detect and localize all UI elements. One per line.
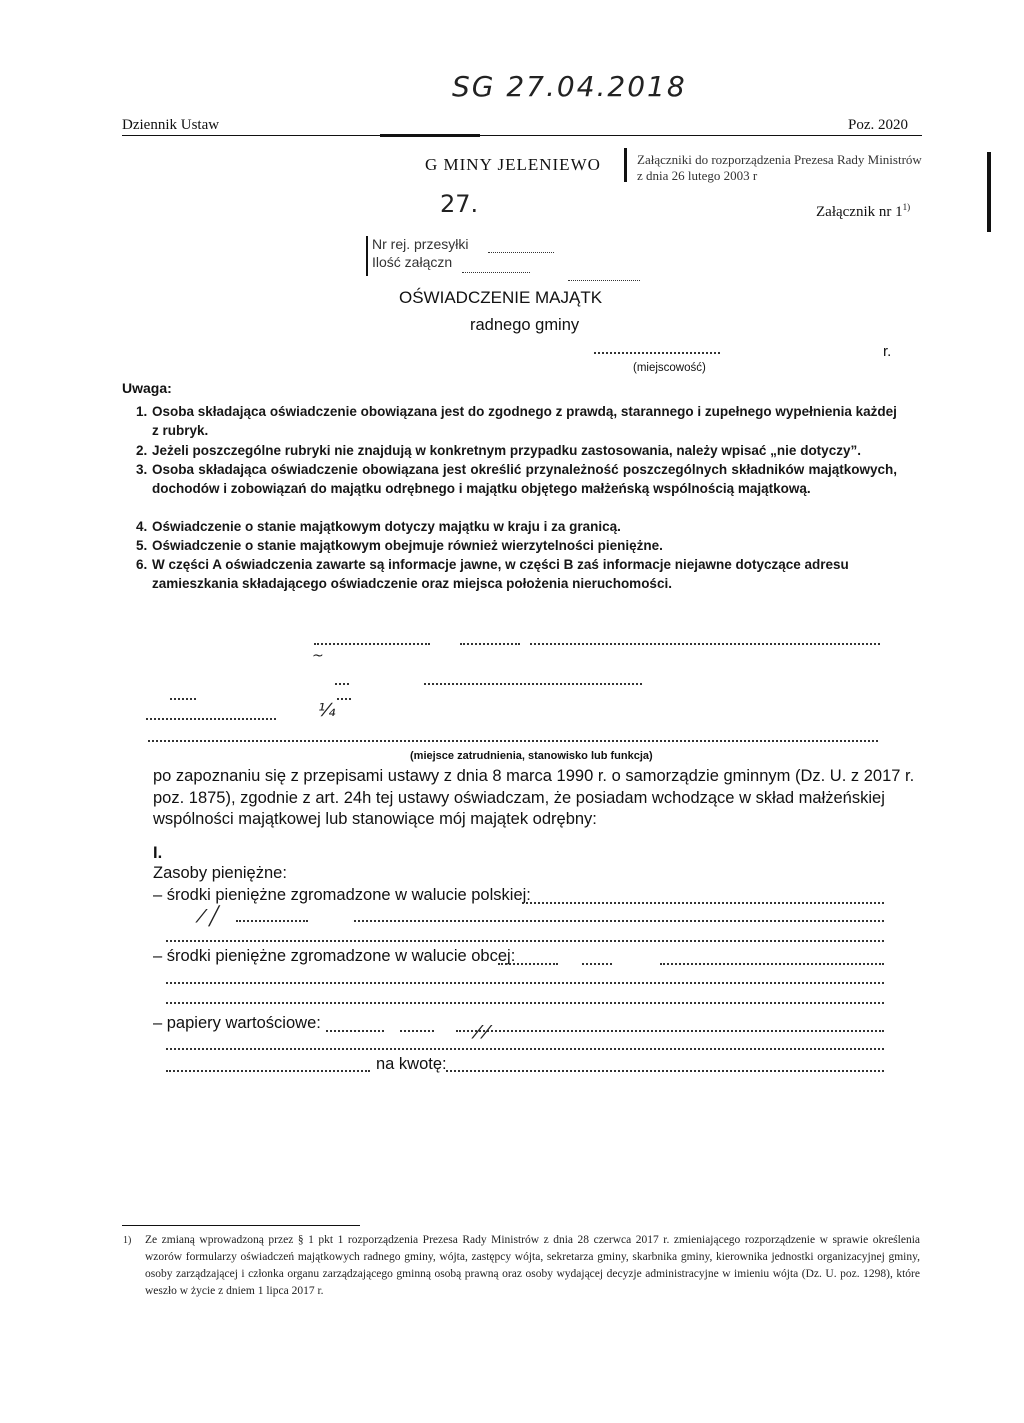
footnote-rule <box>122 1225 360 1226</box>
note-text: Jeżeli poszczególne rubryki nie znajdują w konkretnym przypadku zastosowania, należy wpisać „nie dotyczy”. <box>152 443 861 458</box>
reg-stamp-dots <box>488 252 554 253</box>
footnote-text: Ze zmianą wprowadzoną przez § 1 pkt 1 rozporządzenia Prezesa Rady Ministrów z dnia 28 czerwca 2017 r. zmieniającego rozporządzenie w sprawie określenia wzorów formularzy oświadczeń majątkowych radnego gminy, wójta, zastępcy wójta, sekretarza gminy, skarbnika gminy, kierownika jednostki organizacyjnej gminy, osoby zarządzającej i członka organu zarządzającego gminną osobą prawną oraz osoby wydającej decyzje administracyjne w imieniu wójta (Dz. U. poz. 1298), które weszło w życie z dniem 1 lipca 2017 r. <box>145 1234 920 1297</box>
stamp-divider <box>624 148 627 182</box>
name-field-3[interactable] <box>530 643 880 645</box>
section-one-heading: Zasoby pieniężne: <box>153 864 287 882</box>
reg-stamp-attachments: Ilość załączn <box>372 254 453 270</box>
foreign-cash-field-4[interactable] <box>166 982 884 984</box>
note-number: 2. <box>136 443 148 458</box>
right-margin-bar <box>987 152 991 232</box>
attachment-note-line1: Załączniki do rozporządzenia Prezesa Rady Ministrów <box>637 152 922 167</box>
header-rule <box>122 135 922 136</box>
notes-heading: Uwaga: <box>122 380 172 396</box>
note-number: 5. <box>136 538 148 553</box>
name-field[interactable] <box>314 643 430 645</box>
foreign-cash-label: – środki pieniężne zgromadzone w walucie obcej: <box>153 947 516 965</box>
reg-stamp-dots-2 <box>462 272 530 273</box>
journal-name: Dziennik Ustaw <box>122 117 220 133</box>
declaration-line-2: poz. 1875), zgodnie z art. 24h tej ustawy oświadczam, że posiadam wchodzące w skład małżeńskiej <box>153 789 885 807</box>
note-item-1 <box>136 402 897 440</box>
footnote <box>123 1232 920 1300</box>
securities-label: – papiery wartościowe: <box>153 1014 321 1032</box>
note-number: 1. <box>136 404 148 419</box>
note-text: Oświadczenie o stanie majątkowym dotyczy majątku w kraju i za granicą. <box>152 519 621 534</box>
pln-cash-label: – środki pieniężne zgromadzone w walucie polskiej: <box>153 886 531 904</box>
note-number: 6. <box>136 557 148 572</box>
handwritten-mark-2: ¼ <box>318 700 336 721</box>
attachment-superscript: 1) <box>902 202 911 212</box>
securities-amount-field[interactable] <box>446 1070 884 1072</box>
form-title: OŚWIADCZENIE MAJĄTK <box>399 288 603 307</box>
handwritten-date-stamp: SG 27.04.2018 <box>452 70 687 103</box>
place-date-field[interactable] <box>594 352 720 354</box>
employment-field[interactable] <box>148 740 878 742</box>
note-text: Oświadczenie o stanie majątkowym obejmuje również wierzytelności pieniężne. <box>152 538 663 553</box>
note-number: 4. <box>136 519 148 534</box>
pln-cash-field-4[interactable] <box>166 940 884 942</box>
pln-cash-field[interactable] <box>522 902 884 904</box>
section-one-number: I. <box>153 844 163 862</box>
birth-field-3[interactable] <box>170 698 196 700</box>
note-text: Osoba składająca oświadczenie obowiązana jest określić przynależność poszczególnych składników majątkowych, dochodów i zobowiązań do majątku odrębnego i majątku objętego małżeńską wspólnością majątkową. <box>152 462 897 496</box>
note-number: 3. <box>136 462 148 477</box>
pln-cash-handwriting: ⁄ ╱ <box>200 906 220 927</box>
header-rule-thick <box>380 134 480 137</box>
foreign-cash-field-3[interactable] <box>660 963 884 965</box>
securities-field[interactable] <box>326 1030 384 1032</box>
declaration-line-1: po zapoznaniu się z przepisami ustawy z dnia 8 marca 1990 r. o samorządzie gminnym (Dz. U. z 2017 r. <box>153 767 915 785</box>
birth-field-1[interactable] <box>335 683 349 685</box>
foreign-cash-field-2[interactable] <box>582 963 612 965</box>
note-item-4 <box>136 517 897 536</box>
note-text: W części A oświadczenia zawarte są informacje jawne, w części B zaś informacje niejawne dotyczące adresu zamieszkania składającego oświadczenie oraz miejsca położenia nieruchomości. <box>152 557 849 591</box>
securities-field-3[interactable] <box>456 1030 884 1032</box>
birth-field-4[interactable] <box>337 698 351 700</box>
place-caption: (miejscowość) <box>633 362 706 374</box>
note-item-5 <box>136 536 897 555</box>
attachment-label-text: Załącznik nr 1 <box>816 204 903 220</box>
note-item-2 <box>136 441 897 460</box>
employment-caption: (miejsce zatrudnienia, stanowisko lub funkcja) <box>410 750 653 762</box>
securities-amount-dots[interactable] <box>166 1070 370 1072</box>
birth-field-5[interactable] <box>146 718 276 720</box>
attachment-note-line2: z dnia 26 lutego 2003 r <box>637 168 758 183</box>
foreign-cash-field[interactable] <box>498 963 558 965</box>
form-subtitle: radnego gminy <box>470 316 580 334</box>
securities-field-4[interactable] <box>166 1048 884 1050</box>
note-item-3 <box>136 460 897 498</box>
handwritten-mark: ~ <box>312 648 324 664</box>
attachment-label <box>816 202 910 221</box>
reg-stamp-bracket <box>366 236 368 276</box>
birth-field-2[interactable] <box>424 683 642 685</box>
securities-handwriting: ⁄ ⁄ <box>476 1022 488 1043</box>
securities-field-2[interactable] <box>400 1030 434 1032</box>
title-dots <box>568 280 640 281</box>
reg-stamp-number: Nr rej. przesyłki <box>372 236 469 252</box>
name-field-2[interactable] <box>460 643 520 645</box>
foreign-cash-field-5[interactable] <box>166 1002 884 1004</box>
note-item-6 <box>136 555 897 593</box>
office-stamp-day: 27. <box>440 190 479 218</box>
date-suffix: r. <box>883 343 892 360</box>
journal-position: Poz. 2020 <box>848 117 908 133</box>
note-text: Osoba składająca oświadczenie obowiązana jest do zgodnego z prawdą, starannego i zupełnego wypełnienia każdej z rubryk. <box>152 404 897 438</box>
footnote-mark: 1) <box>123 1235 132 1246</box>
securities-amount-label: na kwotę: <box>376 1055 447 1073</box>
office-stamp-name: G MINY JELENIEWO <box>425 155 601 174</box>
pln-cash-field-2[interactable] <box>236 920 308 922</box>
declaration-line-3: wspólności majątkowej lub stanowiące mój majątek odrębny: <box>153 810 597 828</box>
pln-cash-field-3[interactable] <box>354 920 884 922</box>
